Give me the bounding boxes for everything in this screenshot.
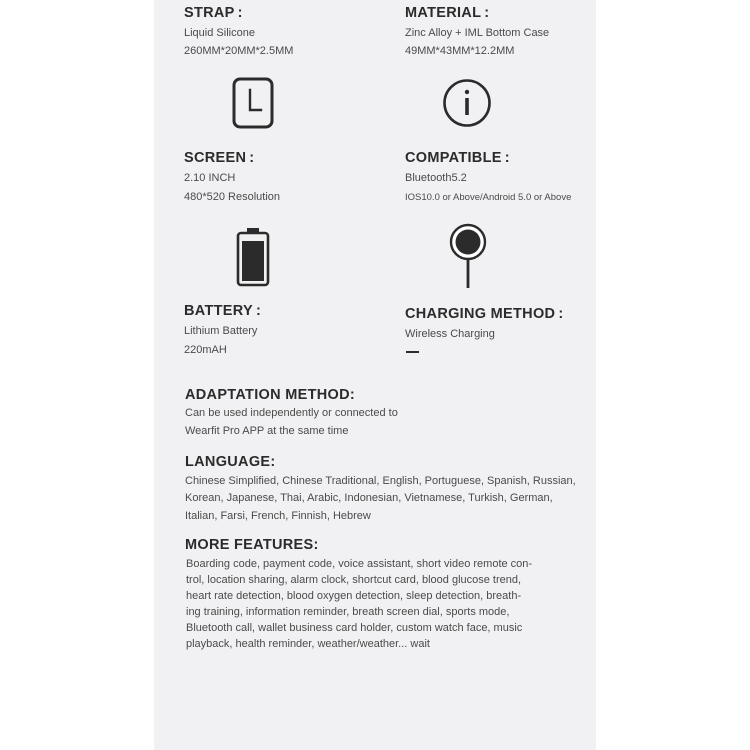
adaptation-line-2: Wearfit Pro APP at the same time bbox=[185, 425, 349, 437]
battery-heading bbox=[184, 303, 261, 319]
compatible-title: COMPATIBLE bbox=[405, 150, 502, 166]
material-colon: : bbox=[484, 5, 490, 21]
divider-dash bbox=[406, 351, 419, 353]
screen-heading bbox=[184, 150, 254, 166]
compatible-os: IOS10.0 or Above/Android 5.0 or Above bbox=[405, 192, 572, 203]
battery-type: Lithium Battery bbox=[184, 325, 258, 337]
language-line-1: Chinese Simplified, Chinese Traditional, English, Portuguese, Spanish, Russian, bbox=[185, 475, 576, 487]
screen-colon: : bbox=[249, 150, 255, 166]
material-type: Zinc Alloy + IML Bottom Case bbox=[405, 27, 550, 39]
charging-method: Wireless Charging bbox=[405, 328, 495, 340]
charging-title: CHARGING METHOD bbox=[405, 306, 556, 322]
language-line-3: Italian, Farsi, French, Finnish, Hebrew bbox=[185, 510, 371, 522]
adaptation-line-1: Can be used independently or connected to bbox=[185, 407, 398, 419]
watch-screen-icon bbox=[232, 77, 274, 129]
screen-size: 2.10 INCH bbox=[184, 172, 236, 184]
compatible-colon: : bbox=[504, 150, 510, 166]
strap-heading bbox=[184, 5, 243, 21]
charging-colon: : bbox=[558, 306, 564, 322]
material-title: MATERIAL bbox=[405, 5, 482, 21]
battery-colon: : bbox=[255, 303, 262, 319]
features-line-3: heart rate detection, blood oxygen detection, sleep detection, breath- bbox=[186, 590, 522, 602]
strap-material: Liquid Silicone bbox=[184, 27, 255, 39]
battery-capacity: 220mAH bbox=[184, 344, 227, 356]
info-icon bbox=[442, 78, 492, 128]
features-line-4: ing training, information reminder, breath screen dial, sports mode, bbox=[186, 606, 510, 618]
screen-resolution: 480*520 Resolution bbox=[184, 191, 281, 203]
language-title: LANGUAGE: bbox=[185, 454, 276, 470]
adaptation-title: ADAPTATION METHOD: bbox=[185, 387, 355, 403]
battery-title: BATTERY bbox=[184, 303, 253, 319]
features-title: MORE FEATURES: bbox=[185, 537, 319, 553]
material-heading bbox=[405, 5, 489, 21]
strap-title: STRAP bbox=[184, 5, 235, 21]
screen-title: SCREEN bbox=[184, 150, 247, 166]
features-line-5: Bluetooth call, wallet business card holder, custom watch face, music bbox=[186, 622, 523, 634]
compatible-bluetooth: Bluetooth5.2 bbox=[405, 172, 467, 184]
battery-icon bbox=[236, 227, 270, 287]
strap-colon: : bbox=[237, 5, 243, 21]
material-size: 49MM*43MM*12.2MM bbox=[405, 45, 515, 57]
features-line-6: playback, health reminder, weather/weather... wait bbox=[186, 638, 430, 650]
charging-heading bbox=[405, 306, 563, 322]
compatible-heading bbox=[405, 150, 510, 166]
features-line-1: Boarding code, payment code, voice assistant, short video remote con- bbox=[186, 558, 533, 570]
features-line-2: trol, location sharing, alarm clock, shortcut card, blood glucose trend, bbox=[186, 574, 522, 586]
wireless-charger-icon bbox=[449, 223, 487, 289]
language-line-2: Korean, Japanese, Thai, Arabic, Indonesian, Vietnamese, Turkish, German, bbox=[185, 492, 553, 504]
strap-size: 260MM*20MM*2.5MM bbox=[184, 45, 294, 57]
